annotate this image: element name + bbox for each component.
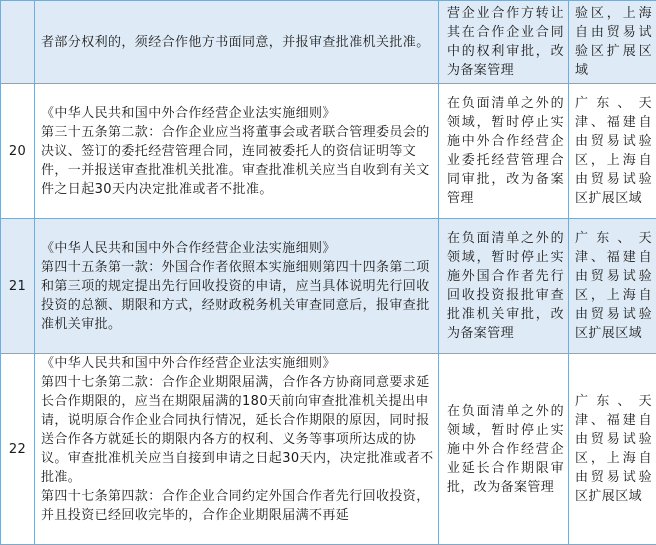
law-text: 第四十七条第二款：合作企业期限届满，合作各方协商同意要求延长合作期限的，应当在期限届满的180天前向审查批准机关提出申请，说明原合作企业合同执行情况，延长合作期限的原因，同时报送合作各方就延长的期限内各方的权利、义务等事项所达成的协议。审查批准机关应当自接到申请之日起30天内，决定批准或者不批准。 (41, 373, 434, 487)
row-number (1, 1, 35, 84)
area-cell: 验区，上海自由贸易试验区扩展区域 (569, 1, 656, 84)
table-row (1, 219, 656, 354)
law-cell (35, 354, 439, 545)
measure-cell: 在负面清单之外的领域，暂时停止实施中外合作经营企业延长合作期限审批，改为备案管理 (439, 354, 569, 545)
law-cell (35, 1, 439, 84)
row-number: 20 (1, 84, 35, 219)
law-text: 第三十五条第二款：合作企业应当将董事会或者联合管理委员会的决议、签订的委托经营管理合同，连同被委托人的资信证明等文件，一并报送审查批准机关批准。审查批准机关应当自收到有关文件之日起30天内决定批准或者不批准。 (41, 123, 434, 199)
law-text-continued: 第四十七条第四款：合作企业合同约定外国合作者先行回收投资，并且投资已经回收完毕的，合作企业期限届满不再延 (41, 487, 434, 525)
law-cell (35, 219, 439, 354)
law-cell (35, 84, 439, 219)
row-number: 21 (1, 219, 35, 354)
measure-cell: 在负面清单之外的领域，暂时停止实施中外合作经营企业委托经营管理合同审批，改为备案管理 (439, 84, 569, 219)
law-text: 第四十五条第一款：外国合作者依照本实施细则第四十四条第二项和第三项的规定提出先行回收投资的申请，应当具体说明先行回收投资的总额、期限和方式，经财政税务机关审查同意后，报审查批准机关审批。 (41, 258, 434, 334)
law-title: 《中华人民共和国中外合作经营企业法实施细则》 (41, 354, 434, 373)
law-text: 者部分权利的，须经合作他方书面同意，并报审查批准机关批准。 (41, 33, 434, 52)
law-title: 《中华人民共和国中外合作经营企业法实施细则》 (41, 239, 434, 258)
table-row (1, 1, 656, 84)
table-row (1, 84, 656, 219)
area-cell: 广东、天津、福建自由贸易试验区，上海自由贸易试验区扩展区域 (569, 84, 656, 219)
measure-cell: 在负面清单之外的领域，暂时停止实施外国合作者先行回收投资报批审查批准机关审批，改为备案管理 (439, 219, 569, 354)
area-cell: 广东、天津、福建自由贸易试验区，上海自由贸易试验区扩展区域 (569, 354, 656, 545)
area-cell: 广东、天津、福建自由贸易试验区，上海自由贸易试验区扩展区域 (569, 219, 656, 354)
row-number: 22 (1, 354, 35, 545)
table-row (1, 354, 656, 545)
law-title: 《中华人民共和国中外合作经营企业法实施细则》 (41, 104, 434, 123)
measure-cell: 营企业合作方转让其在合作企业合同中的权利审批，改为备案管理 (439, 1, 569, 84)
